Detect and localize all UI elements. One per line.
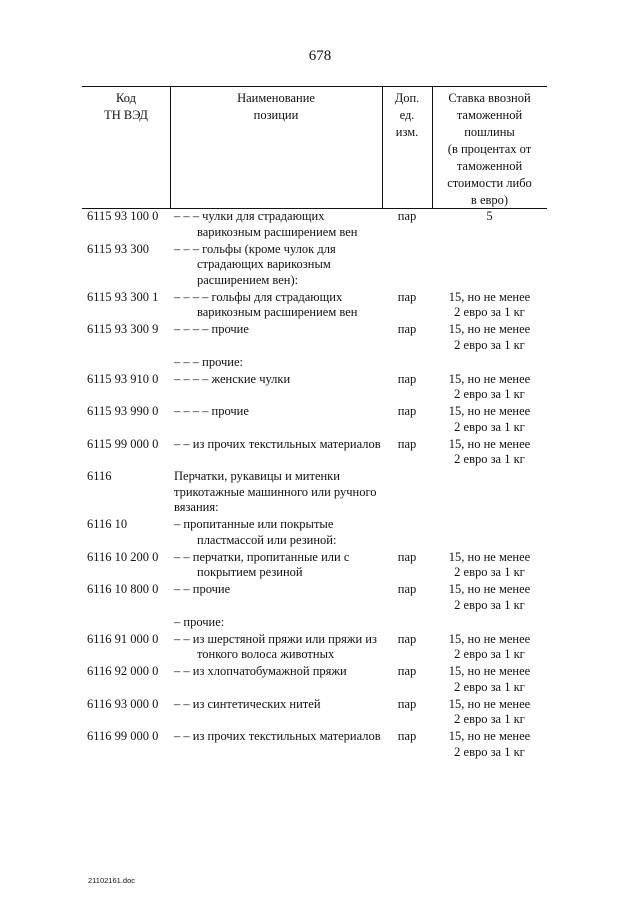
unit-cell-text: пар: [397, 696, 417, 711]
name-cell: [170, 517, 382, 548]
rate-cell-text: 15, но не менее 2 евро за 1 кг: [448, 322, 531, 352]
unit-cell: [382, 290, 432, 321]
code-cell: [82, 664, 170, 695]
unit-cell: [382, 729, 432, 760]
rate-cell: [432, 469, 547, 516]
name-cell: [170, 372, 382, 403]
header-rate: Ставка ввозной таможенной пошлины (в процентах от таможенной стоимости либо в евро): [447, 91, 532, 207]
code-cell: [82, 242, 170, 289]
name-cell-text: – – – – прочие: [174, 322, 249, 336]
code-cell-text: 6115 93 300 9: [87, 322, 159, 336]
table-row: [82, 615, 547, 631]
rate-cell-text: 15, но не менее 2 евро за 1 кг: [448, 289, 531, 319]
code-cell: [82, 729, 170, 760]
rate-cell-text: 15, но не менее 2 евро за 1 кг: [448, 664, 531, 694]
unit-cell-text: пар: [397, 209, 417, 223]
name-cell: [170, 582, 382, 613]
code-cell-text: 6115 93 910 0: [87, 371, 159, 386]
rate-cell: [432, 550, 547, 581]
code-cell-text: 6115 99 000 0: [87, 436, 159, 451]
unit-cell: [382, 372, 432, 403]
unit-cell: [382, 582, 432, 613]
table-row: [82, 290, 547, 321]
table-row: [82, 437, 547, 468]
code-cell: [82, 469, 170, 516]
table-row: [82, 322, 547, 353]
name-cell-text: Перчатки, рукавицы и митенки трикотажные машинного или ручного вязания:: [174, 469, 377, 514]
unit-cell: [382, 404, 432, 435]
name-cell: [170, 632, 382, 663]
table-row: [82, 632, 547, 663]
name-cell-text: – – – – гольфы для страдающих варикозным расширением вен: [174, 289, 358, 319]
code-cell: [82, 290, 170, 321]
unit-cell: [382, 664, 432, 695]
header-code: Код ТН ВЭД: [104, 91, 148, 122]
tariff-table: [82, 86, 547, 760]
code-cell: [82, 372, 170, 403]
rate-cell-text: 15, но не менее 2 евро за 1 кг: [448, 729, 531, 759]
rate-cell: [432, 242, 547, 289]
name-cell: [170, 550, 382, 581]
name-cell-text: – – – гольфы (кроме чулок для страдающих варикозным расширением вен):: [174, 241, 336, 287]
unit-cell-text: пар: [397, 289, 417, 304]
unit-cell-text: пар: [397, 664, 417, 678]
table-row: [82, 469, 547, 516]
unit-cell: [382, 697, 432, 728]
code-cell: [82, 437, 170, 468]
table-row: [82, 242, 547, 289]
rate-cell: [432, 615, 547, 631]
code-cell: [82, 517, 170, 548]
code-cell: [82, 322, 170, 353]
header-unit: Доп. ед. изм.: [394, 91, 420, 139]
rate-cell: [432, 632, 547, 663]
unit-cell-text: пар: [397, 582, 417, 596]
code-cell-text: 6115 93 300 1: [87, 289, 159, 304]
code-cell: [82, 582, 170, 613]
table-row: [82, 697, 547, 728]
code-cell: [82, 550, 170, 581]
name-cell: [170, 729, 382, 760]
rate-cell: [432, 404, 547, 435]
unit-cell: [382, 437, 432, 468]
code-cell-text: 6116 91 000 0: [87, 631, 159, 646]
code-cell-text: 6116 92 000 0: [87, 664, 159, 678]
rate-cell: [432, 729, 547, 760]
page-number: 678: [308, 48, 332, 64]
unit-cell: [382, 615, 432, 631]
unit-cell-text: пар: [397, 436, 417, 451]
rate-cell: [432, 209, 547, 240]
rate-cell-text: 15, но не менее 2 евро за 1 кг: [448, 549, 531, 579]
name-cell-text: – – – прочие:: [174, 354, 243, 369]
name-cell-text: – – из прочих текстильных материалов: [174, 436, 381, 451]
rate-cell-text: 15, но не менее 2 евро за 1 кг: [448, 404, 531, 434]
name-cell: [170, 437, 382, 468]
code-cell: [82, 697, 170, 728]
name-cell-text: – пропитанные или покрытые пластмассой или резиной:: [174, 517, 337, 547]
name-cell: [170, 355, 382, 371]
code-cell: [82, 355, 170, 371]
unit-cell-text: пар: [397, 322, 417, 336]
unit-cell-text: пар: [397, 631, 417, 646]
code-cell: [82, 615, 170, 631]
name-cell: [170, 697, 382, 728]
rate-cell: [432, 582, 547, 613]
unit-cell-text: пар: [397, 549, 417, 564]
name-cell-text: – – из синтетических нитей: [174, 696, 321, 711]
code-cell-text: 6116 10: [87, 517, 128, 531]
name-cell: [170, 290, 382, 321]
unit-cell: [382, 242, 432, 289]
rate-cell: [432, 372, 547, 403]
rate-cell: [432, 355, 547, 371]
name-cell-text: – – прочие: [174, 582, 231, 596]
footer-filename: 21102161.doc: [88, 876, 135, 885]
table-body: [82, 209, 547, 760]
name-cell-text: – – – – прочие: [174, 404, 249, 418]
name-cell-text: – – из хлопчатобумажной пряжи: [174, 664, 347, 678]
name-cell-text: – – – – женские чулки: [174, 371, 291, 386]
code-cell: [82, 632, 170, 663]
code-cell-text: 6116 10 800 0: [87, 582, 159, 596]
unit-cell: [382, 209, 432, 240]
table-row: [82, 517, 547, 548]
unit-cell-text: пар: [397, 371, 417, 386]
rate-cell-text: 15, но не менее 2 евро за 1 кг: [448, 631, 531, 661]
name-cell-text: – – из прочих текстильных материалов: [174, 729, 381, 743]
code-cell: [82, 404, 170, 435]
table-row: [82, 582, 547, 613]
name-cell: [170, 615, 382, 631]
table-row: [82, 550, 547, 581]
name-cell-text: – прочие:: [174, 614, 225, 629]
rate-cell-text: 15, но не менее 2 евро за 1 кг: [448, 696, 531, 726]
code-cell: [82, 209, 170, 240]
code-cell-text: 6116 10 200 0: [87, 549, 159, 564]
name-cell: [170, 242, 382, 289]
table-row: [82, 355, 547, 371]
name-cell: [170, 664, 382, 695]
code-cell-text: 6116: [87, 469, 112, 483]
table-row: [82, 372, 547, 403]
name-cell: [170, 209, 382, 240]
unit-cell: [382, 469, 432, 516]
unit-cell-text: пар: [397, 729, 417, 743]
header-name: Наименование позиции: [237, 91, 315, 122]
unit-cell-text: пар: [397, 404, 417, 418]
rate-cell: [432, 664, 547, 695]
table-row: [82, 209, 547, 240]
rate-cell: [432, 322, 547, 353]
unit-cell: [382, 355, 432, 371]
unit-cell: [382, 632, 432, 663]
code-cell-text: 6115 93 990 0: [87, 404, 159, 418]
rate-cell-text: 15, но не менее 2 евро за 1 кг: [448, 582, 531, 612]
table-row: [82, 729, 547, 760]
rate-cell-text: 15, но не менее 2 евро за 1 кг: [448, 371, 531, 401]
name-cell-text: – – – чулки для страдающих варикозным расширением вен: [174, 209, 358, 239]
rate-cell: [432, 517, 547, 548]
code-cell-text: 6116 99 000 0: [87, 729, 159, 743]
unit-cell: [382, 550, 432, 581]
rate-cell: [432, 290, 547, 321]
rate-cell-text: 5: [486, 209, 493, 223]
name-cell: [170, 322, 382, 353]
name-cell-text: – – перчатки, пропитанные или с покрытием резиной: [174, 549, 350, 579]
rate-cell: [432, 697, 547, 728]
unit-cell: [382, 517, 432, 548]
table-row: [82, 664, 547, 695]
code-cell-text: 6115 93 100 0: [87, 209, 159, 223]
table-header: [82, 86, 547, 209]
name-cell-text: – – из шерстяной пряжи или пряжи из тонкого волоса животных: [174, 631, 377, 661]
name-cell: [170, 404, 382, 435]
code-cell-text: 6115 93 300: [87, 241, 150, 256]
table-row: [82, 404, 547, 435]
name-cell: [170, 469, 382, 516]
rate-cell-text: 15, но не менее 2 евро за 1 кг: [448, 436, 531, 466]
code-cell-text: 6116 93 000 0: [87, 696, 159, 711]
rate-cell: [432, 437, 547, 468]
unit-cell: [382, 322, 432, 353]
